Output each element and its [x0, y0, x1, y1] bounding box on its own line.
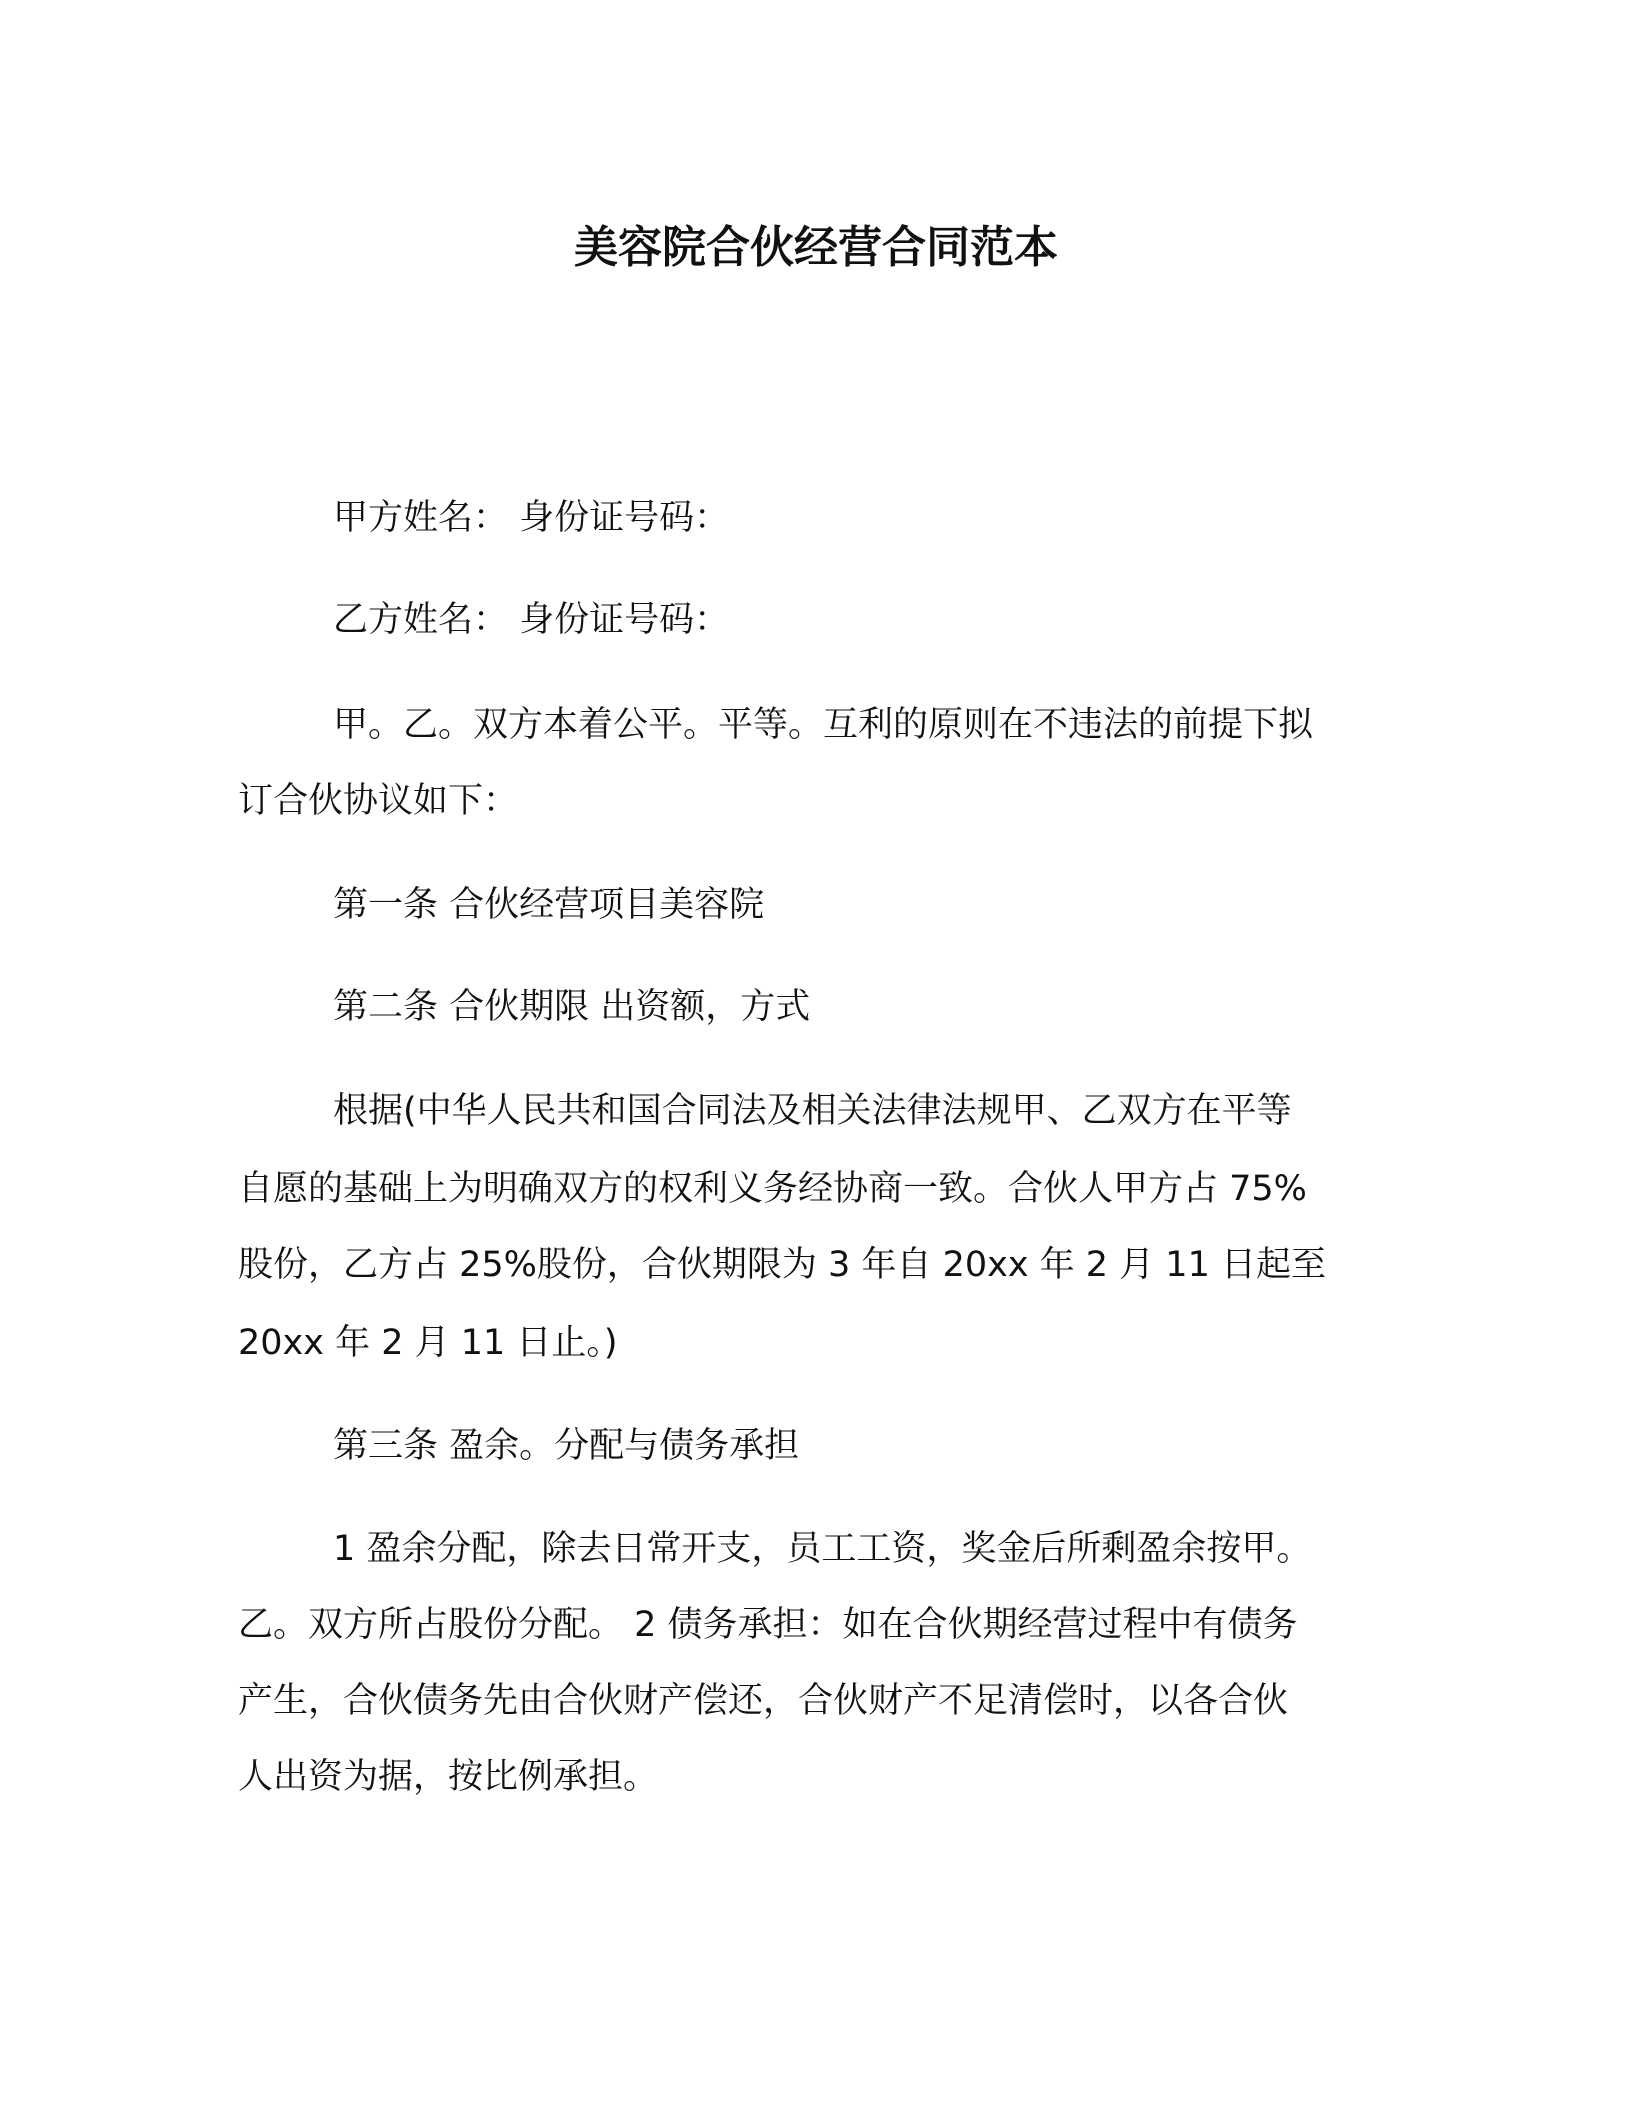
- article-2-text-line-2: 自愿的基础上为明确双方的权利义务经协商一致。合伙人甲方占 75%: [238, 1169, 1307, 1209]
- article-2-heading: 第二条 合伙期限 出资额，方式: [333, 987, 811, 1027]
- article-2-text-line-1: 根据(中华人民共和国合同法及相关法律法规甲、乙双方在平等: [333, 1091, 1292, 1131]
- article-3-text-line-1: 1 盈余分配，除去日常开支，员工工资，奖金后所剩盈余按甲。: [333, 1529, 1312, 1569]
- party-a-line: 甲方姓名： 身份证号码：: [333, 498, 730, 538]
- article-3-text-line-4: 人出资为据，按比例承担。: [238, 1757, 659, 1797]
- article-1-heading: 第一条 合伙经营项目美容院: [333, 885, 765, 925]
- article-3-text-line-2: 乙。双方所占股份分配。 2 债务承担：如在合伙期经营过程中有债务: [238, 1605, 1298, 1645]
- intro-line-1: 甲。乙。双方本着公平。平等。互利的原则在不违法的前提下拟: [333, 705, 1314, 745]
- document-title: 美容院合伙经营合同范本: [574, 222, 1058, 273]
- article-3-text-line-3: 产生，合伙债务先由合伙财产偿还，合伙财产不足清偿时，以各合伙: [238, 1681, 1289, 1721]
- intro-line-2: 订合伙协议如下：: [238, 781, 519, 821]
- article-2-text-line-4: 20xx 年 2 月 11 日止。): [238, 1323, 618, 1363]
- article-3-heading: 第三条 盈余。分配与债务承担: [333, 1426, 800, 1466]
- article-2-text-line-3: 股份，乙方占 25%股份，合伙期限为 3 年自 20xx 年 2 月 11 日起至: [238, 1245, 1326, 1285]
- party-b-line: 乙方姓名： 身份证号码：: [333, 600, 730, 640]
